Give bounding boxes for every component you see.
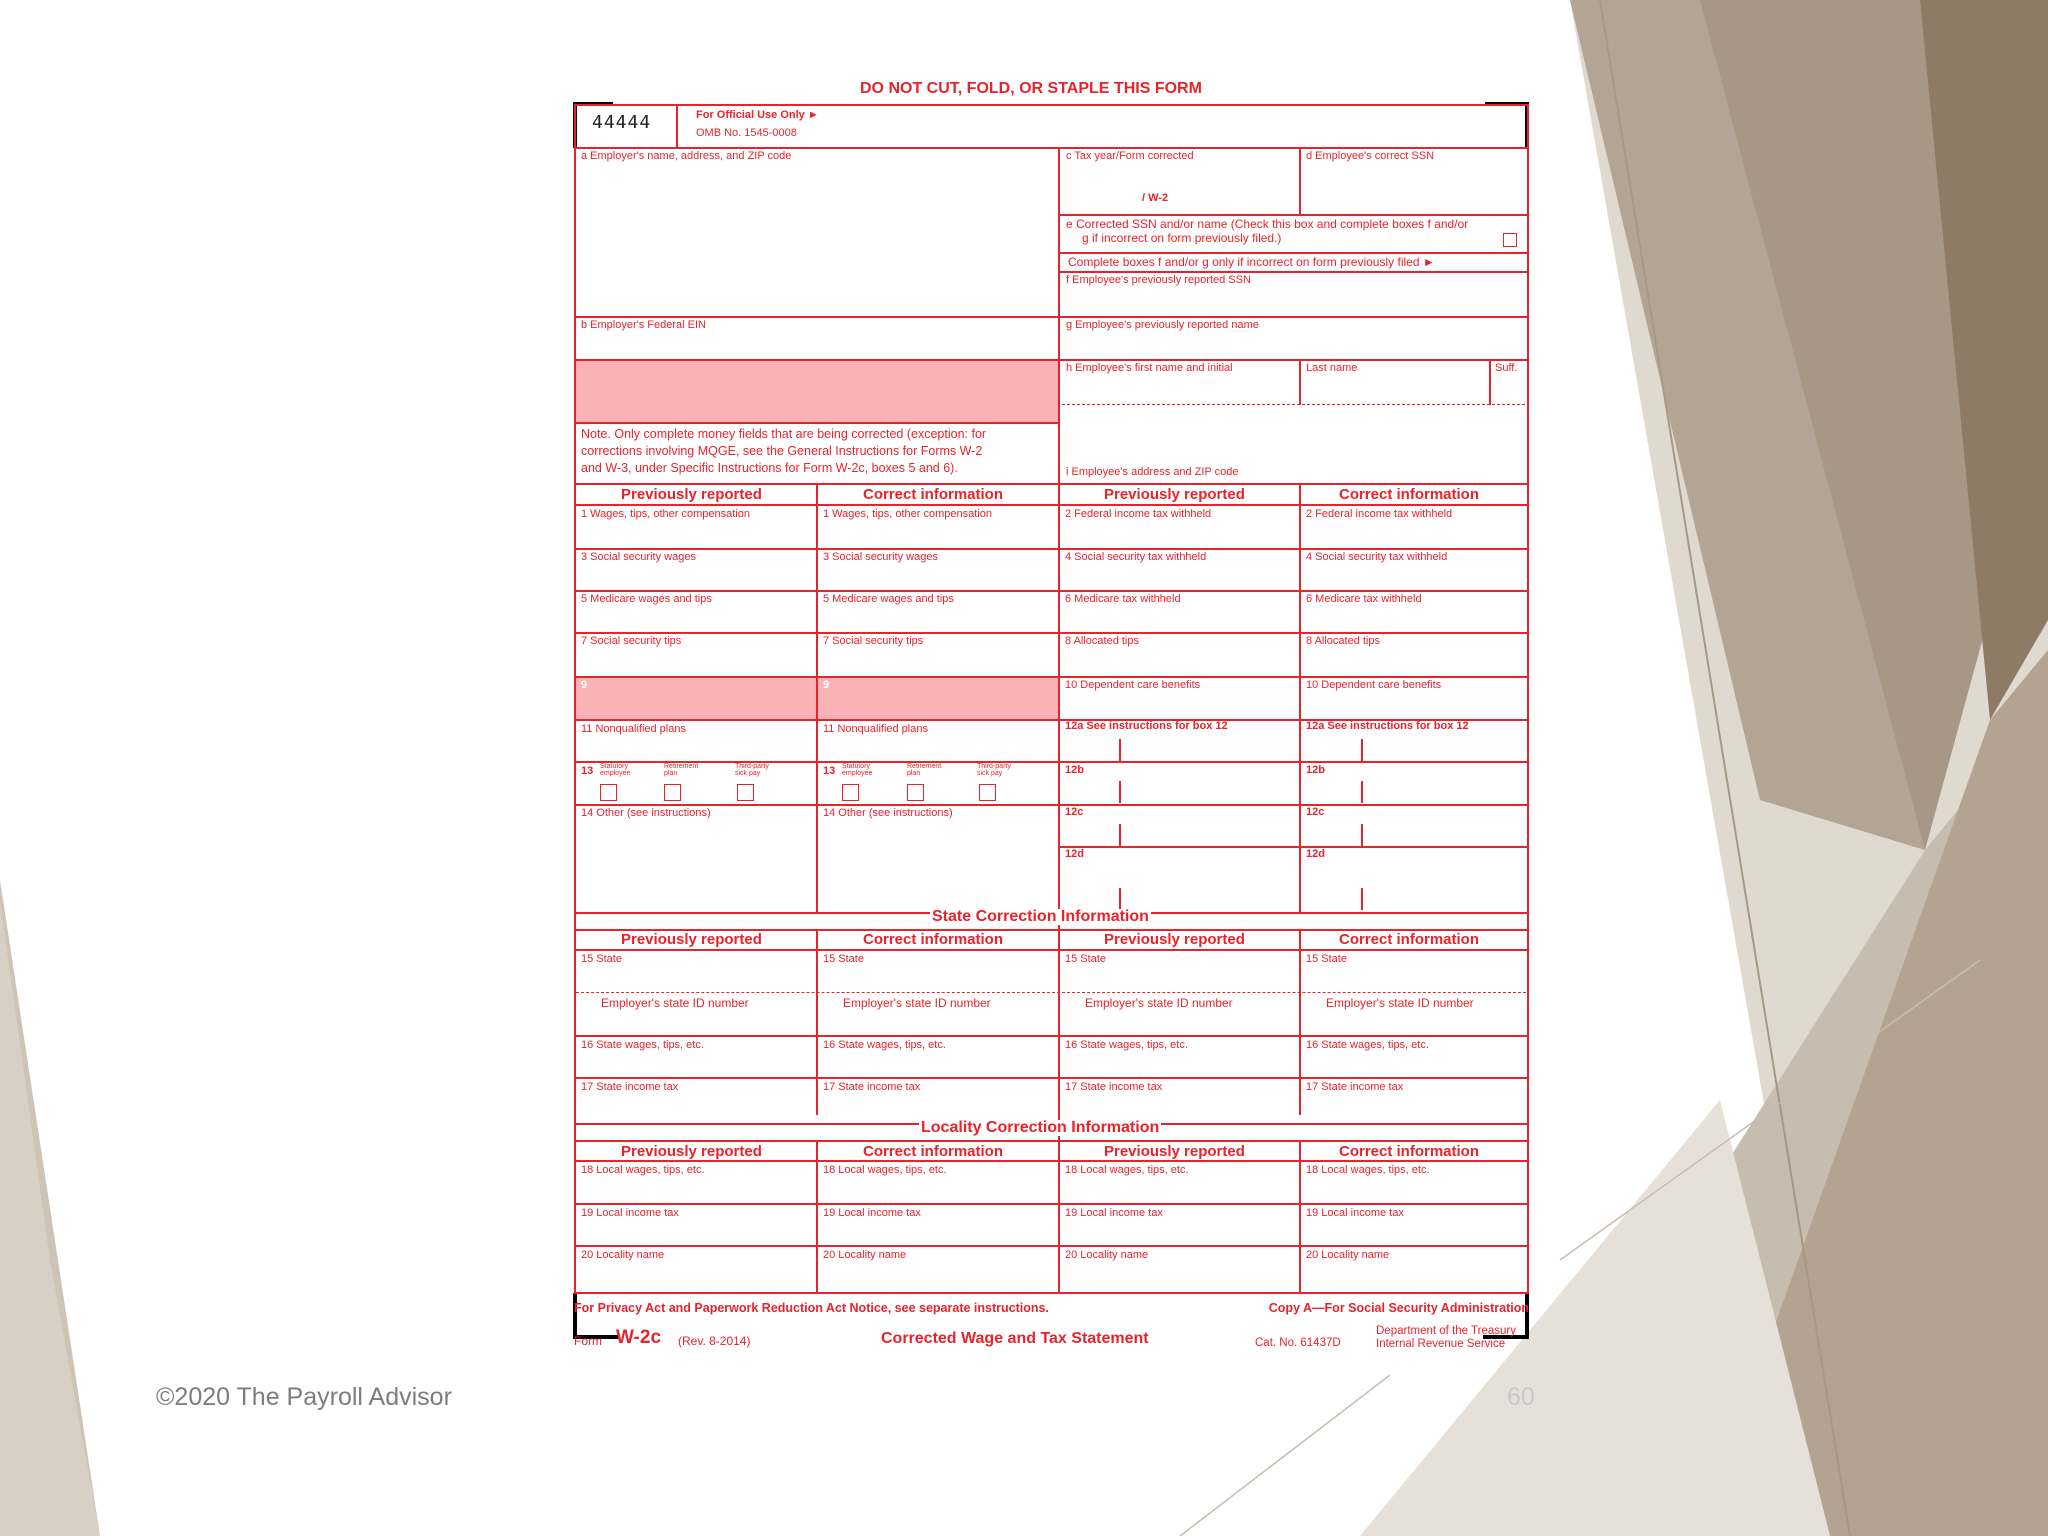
rule-b-shade bbox=[574, 359, 1059, 361]
box-i-label: i Employee's address and ZIP code bbox=[1066, 466, 1239, 478]
rule-shade-note bbox=[574, 422, 1059, 424]
prev-box1: 1 Wages, tips, other compensation bbox=[581, 508, 750, 520]
rule-row-13 bbox=[574, 804, 1529, 806]
box-e-line2: g if incorrect on form previously filed.) bbox=[1082, 231, 1282, 245]
corr-box5: 5 Medicare wages and tips bbox=[823, 593, 954, 605]
corr-box7: 7 Social security tips bbox=[823, 635, 924, 647]
prev-box13-thirdparty: Third-party sick pay bbox=[735, 763, 769, 777]
loc-prev-20: 20 Locality name bbox=[581, 1249, 665, 1261]
state-prev-16: 16 State wages, tips, etc. bbox=[581, 1039, 704, 1051]
prev-box2: 2 Federal income tax withheld bbox=[1065, 508, 1212, 520]
loc-head-corr-2: Correct information bbox=[1339, 1143, 1480, 1160]
rule-row-11 bbox=[574, 761, 1529, 763]
box-g-label: g Employee's previously reported name bbox=[1066, 319, 1259, 331]
state-prev2-id: Employer's state ID number bbox=[1085, 996, 1233, 1010]
corr-box3: 3 Social security wages bbox=[823, 551, 938, 563]
box-a-label: a Employer's name, address, and ZIP code bbox=[581, 150, 792, 162]
corr-box6: 6 Medicare tax withheld bbox=[1306, 593, 1422, 605]
shaded-box9-corr bbox=[817, 677, 1058, 719]
rule-right-edge bbox=[1527, 104, 1529, 1294]
rule-a-b bbox=[574, 316, 1059, 318]
rule-row-7 bbox=[574, 676, 1529, 678]
corner-mark-br bbox=[1525, 1293, 1529, 1339]
prev-box13-retirement: Retirement plan bbox=[664, 763, 699, 777]
rule-state-17 bbox=[574, 1077, 1529, 1079]
state-prev2-15: 15 State bbox=[1065, 953, 1106, 965]
cat-number: Cat. No. 61437D bbox=[1255, 1337, 1341, 1349]
prev-box7: 7 Social security tips bbox=[581, 635, 682, 647]
state-corr2-id: Employer's state ID number bbox=[1326, 996, 1474, 1010]
prev-box4: 4 Social security tax withheld bbox=[1065, 551, 1207, 563]
corr-box12c: 12c bbox=[1306, 806, 1325, 818]
state-head-corr-1: Correct information bbox=[863, 931, 1004, 948]
corner-mark-bl bbox=[573, 1293, 577, 1339]
box-h-label: h Employee's first name and initial bbox=[1066, 362, 1233, 374]
prev-statutory-checkbox[interactable] bbox=[600, 784, 617, 801]
last-name-label: Last name bbox=[1306, 362, 1358, 374]
rule-row-12c bbox=[1058, 846, 1529, 848]
control-number: 44444 bbox=[592, 112, 652, 133]
prev-box5: 5 Medicare wages and tips bbox=[581, 593, 712, 605]
corr-box9: 9 bbox=[823, 679, 830, 691]
state-prev-17: 17 State income tax bbox=[581, 1081, 679, 1093]
prev-thirdparty-checkbox[interactable] bbox=[737, 784, 754, 801]
prev-box12c: 12c bbox=[1065, 806, 1084, 818]
state-id-dash bbox=[576, 992, 1526, 993]
state-prev2-17: 17 State income tax bbox=[1065, 1081, 1163, 1093]
state-head-prev-2: Previously reported bbox=[1104, 931, 1245, 948]
state-prev-id: Employer's state ID number bbox=[601, 996, 749, 1010]
corr-statutory-checkbox[interactable] bbox=[842, 784, 859, 801]
shaded-box9-prev bbox=[575, 677, 816, 719]
prev-box13: 13 bbox=[581, 765, 594, 777]
prev-12d-code-sep bbox=[1119, 888, 1121, 910]
rule-g-h bbox=[1058, 359, 1529, 361]
rule-colhead-bottom bbox=[574, 504, 1529, 506]
bottom-thin-line bbox=[1180, 1375, 1390, 1536]
state-header: State Correction Information bbox=[932, 908, 1149, 925]
corr-box11: 11 Nonqualified plans bbox=[823, 723, 928, 735]
loc-head-prev-2: Previously reported bbox=[1104, 1143, 1245, 1160]
col-head-corr-1: Correct information bbox=[863, 486, 1004, 503]
w2c-form bbox=[574, 80, 1531, 1366]
rule-state-16 bbox=[574, 1035, 1529, 1037]
state-head-corr-2: Correct information bbox=[1339, 931, 1480, 948]
corr-12b-code-sep bbox=[1361, 781, 1363, 803]
loc-head-prev-1: Previously reported bbox=[621, 1143, 762, 1160]
state-corr-16: 16 State wages, tips, etc. bbox=[823, 1039, 946, 1051]
box-e-checkbox[interactable] bbox=[1503, 233, 1517, 247]
page-number: 60 bbox=[1507, 1383, 1535, 1411]
rule-c-d bbox=[1299, 147, 1301, 215]
box-d-label: d Employee's correct SSN bbox=[1306, 150, 1435, 162]
prev-12b-code-sep bbox=[1119, 781, 1121, 803]
rule-loc-col-1-2 bbox=[816, 1140, 818, 1294]
rule-e-note bbox=[1058, 252, 1529, 254]
corr-thirdparty-checkbox[interactable] bbox=[979, 784, 996, 801]
locality-header: Locality Correction Information bbox=[921, 1119, 1160, 1136]
state-corr-17: 17 State income tax bbox=[823, 1081, 921, 1093]
rule-loc-20 bbox=[574, 1245, 1529, 1247]
box-f-label: f Employee's previously reported SSN bbox=[1066, 274, 1251, 286]
copyright-footer: ©2020 The Payroll Advisor bbox=[156, 1383, 452, 1411]
prev-12a-code-sep bbox=[1119, 739, 1121, 761]
copy-a: Copy A—For Social Security Administration bbox=[1268, 1301, 1529, 1315]
prev-retirement-checkbox[interactable] bbox=[664, 784, 681, 801]
prev-box12a: 12a See instructions for box 12 bbox=[1065, 720, 1228, 732]
prev-12c-code-sep bbox=[1119, 824, 1121, 846]
col-head-prev-1: Previously reported bbox=[621, 486, 762, 503]
form-rev: (Rev. 8-2014) bbox=[678, 1334, 751, 1348]
box-e-line1: e Corrected SSN and/or name (Check this box and complete boxes f and/or bbox=[1066, 217, 1469, 231]
form-word: Form bbox=[574, 1334, 602, 1348]
corr-box1: 1 Wages, tips, other compensation bbox=[823, 508, 992, 520]
prev-box3: 3 Social security wages bbox=[581, 551, 696, 563]
loc-prev-19: 19 Local income tax bbox=[581, 1207, 679, 1219]
top-warning: DO NOT CUT, FOLD, OR STAPLE THIS FORM bbox=[860, 80, 1202, 97]
loc-corr2-18: 18 Local wages, tips, etc. bbox=[1306, 1164, 1430, 1176]
loc-prev-18: 18 Local wages, tips, etc. bbox=[581, 1164, 705, 1176]
corr-box12b: 12b bbox=[1306, 764, 1325, 776]
corr-12d-code-sep bbox=[1361, 888, 1363, 910]
corr-12a-code-sep bbox=[1361, 739, 1363, 761]
rule-h-last bbox=[1299, 359, 1301, 405]
loc-corr2-20: 20 Locality name bbox=[1306, 1249, 1390, 1261]
rule-left-edge bbox=[574, 104, 576, 1294]
rule-loc-colhead-bottom bbox=[574, 1160, 1529, 1162]
note-line-1: Note. Only complete money fields that are being corrected (exception: for bbox=[581, 427, 987, 441]
prev-box12b: 12b bbox=[1065, 764, 1084, 776]
loc-prev2-18: 18 Local wages, tips, etc. bbox=[1065, 1164, 1189, 1176]
rule-loc-col-3-4 bbox=[1299, 1140, 1301, 1294]
rule-cd-e bbox=[1058, 214, 1529, 216]
note-line-2: corrections involving MQGE, see the General Instructions for Forms W-2 bbox=[581, 444, 983, 458]
loc-prev2-19: 19 Local income tax bbox=[1065, 1207, 1163, 1219]
corr-box13-statutory: Statutory employee bbox=[842, 763, 873, 777]
rule-row-3 bbox=[574, 590, 1529, 592]
corr-box12d: 12d bbox=[1306, 848, 1325, 860]
state-corr2-15: 15 State bbox=[1306, 953, 1347, 965]
state-head-prev-1: Previously reported bbox=[621, 931, 762, 948]
rule-below-header bbox=[574, 147, 1529, 149]
prev-box11: 11 Nonqualified plans bbox=[581, 723, 686, 735]
rule-f-g bbox=[1058, 316, 1529, 318]
complete-note: Complete boxes f and/or g only if incorrect on form previously filed ► bbox=[1068, 255, 1435, 269]
rule-state-col-1-2 bbox=[816, 929, 818, 1115]
corr-box13: 13 bbox=[823, 765, 836, 777]
corr-box13-thirdparty: Third-party sick pay bbox=[977, 763, 1011, 777]
state-corr-15: 15 State bbox=[823, 953, 864, 965]
rule-last-suff bbox=[1489, 359, 1491, 405]
privacy-notice: For Privacy Act and Paperwork Reduction Act Notice, see separate instructions. bbox=[574, 1301, 1049, 1315]
rule-row-1 bbox=[574, 548, 1529, 550]
loc-corr-19: 19 Local income tax bbox=[823, 1207, 921, 1219]
loc-prev2-20: 20 Locality name bbox=[1065, 1249, 1149, 1261]
rule-note-f bbox=[1058, 271, 1529, 273]
suff-label: Suff. bbox=[1495, 362, 1518, 374]
prev-box10: 10 Dependent care benefits bbox=[1065, 679, 1201, 691]
state-corr2-17: 17 State income tax bbox=[1306, 1081, 1404, 1093]
corr-box10: 10 Dependent care benefits bbox=[1306, 679, 1442, 691]
rule-colhead-top bbox=[574, 483, 1529, 485]
loc-head-corr-1: Correct information bbox=[863, 1143, 1004, 1160]
prev-box13-statutory: Statutory employee bbox=[600, 763, 631, 777]
state-prev2-16: 16 State wages, tips, etc. bbox=[1065, 1039, 1188, 1051]
name-dash-line bbox=[1062, 404, 1525, 405]
box-b-label: b Employer's Federal EIN bbox=[581, 319, 706, 331]
prev-box14: 14 Other (see instructions) bbox=[581, 807, 711, 819]
corr-box2: 2 Federal income tax withheld bbox=[1306, 508, 1453, 520]
official-use: For Official Use Only ► bbox=[696, 109, 819, 121]
rule-locality-colhead-top bbox=[574, 1140, 1529, 1142]
prev-box8: 8 Allocated tips bbox=[1065, 635, 1139, 647]
corr-box13-retirement: Retirement plan bbox=[907, 763, 942, 777]
rule-top bbox=[574, 104, 1529, 106]
box-c-value: / W-2 bbox=[1142, 192, 1169, 204]
loc-corr2-19: 19 Local income tax bbox=[1306, 1207, 1404, 1219]
corr-12c-code-sep bbox=[1361, 824, 1363, 846]
state-corr2-16: 16 State wages, tips, etc. bbox=[1306, 1039, 1429, 1051]
rule-bottom bbox=[574, 1292, 1529, 1294]
corr-box14: 14 Other (see instructions) bbox=[823, 807, 953, 819]
col-head-prev-2: Previously reported bbox=[1104, 486, 1245, 503]
state-prev-15: 15 State bbox=[581, 953, 622, 965]
loc-corr-20: 20 Locality name bbox=[823, 1249, 907, 1261]
dept-treasury: Department of the Treasury bbox=[1376, 1325, 1516, 1337]
corr-retirement-checkbox[interactable] bbox=[907, 784, 924, 801]
loc-corr-18: 18 Local wages, tips, etc. bbox=[823, 1164, 947, 1176]
form-title: Corrected Wage and Tax Statement bbox=[881, 1330, 1149, 1347]
state-corr-id: Employer's state ID number bbox=[843, 996, 991, 1010]
prev-box12d: 12d bbox=[1065, 848, 1084, 860]
col-head-corr-2: Correct information bbox=[1339, 486, 1480, 503]
rule-state-col-3-4 bbox=[1299, 929, 1301, 1115]
note-line-3: and W-3, under Specific Instructions for Form W-2c, boxes 5 and 6). bbox=[581, 461, 958, 475]
corr-box4: 4 Social security tax withheld bbox=[1306, 551, 1448, 563]
prev-box6: 6 Medicare tax withheld bbox=[1065, 593, 1181, 605]
omb-number: OMB No. 1545-0008 bbox=[696, 127, 797, 139]
corr-box8: 8 Allocated tips bbox=[1306, 635, 1380, 647]
prev-box9: 9 bbox=[581, 679, 588, 691]
rule-row-5 bbox=[574, 632, 1529, 634]
box-c-label: c Tax year/Form corrected bbox=[1066, 150, 1194, 162]
rule-state-colhead-bottom bbox=[574, 949, 1529, 951]
irs-name: Internal Revenue Service bbox=[1376, 1338, 1506, 1350]
corr-box12a: 12a See instructions for box 12 bbox=[1306, 720, 1469, 732]
form-name: W-2c bbox=[616, 1327, 662, 1348]
shaded-area-top bbox=[575, 360, 1058, 422]
rule-loc-19 bbox=[574, 1203, 1529, 1205]
rule-control-sep bbox=[676, 104, 678, 148]
